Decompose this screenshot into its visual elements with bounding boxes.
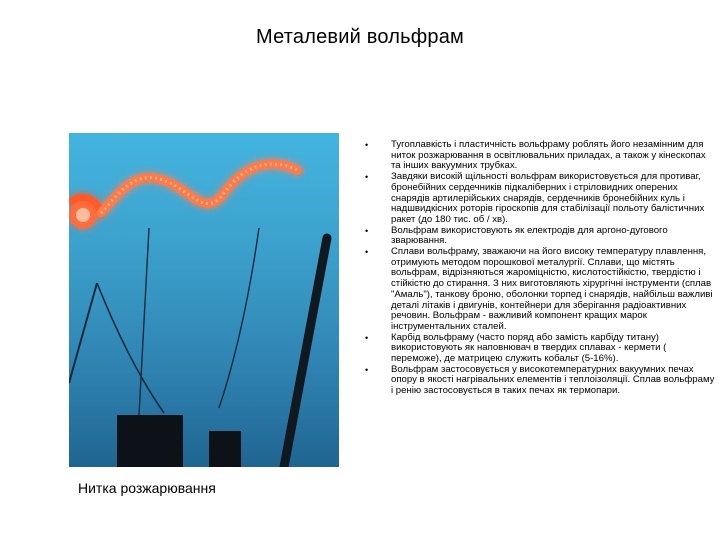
bullet-marker: • — [365, 364, 369, 375]
list-item — [363, 333, 715, 365]
list-item — [363, 247, 715, 333]
list-item-text: Карбід вольфраму (часто поряд або замість карбіду титану) використовують як наповнювач в твердих сплавах - кермети ( переможе), де матрицею служить кобальт (5-16%). — [391, 331, 667, 365]
list-item-text: Завдяки високій щільності вольфрам використовується для противаг, бронебійних сердечників підкаліберних і стріловидних оперених снарядів артилерійських снарядів, сердечників бронебійних куль і надшвидкісних роторів гіроскопів для стабілізації польоту балістичних ракет (до 180 тис. об / хв). — [391, 171, 705, 225]
list-item-text: Тугоплавкість і пластичність вольфраму роблять його незамінним для ниток розжарювання в освітлювальних приладах, а також у кінескопах та інших вакуумних трубках. — [391, 139, 706, 172]
list-item-text: Вольфрам застосовується у високотемпературних вакуумних печах опору в якості нагрівальних елементів і теплоізоляції. Сплав вольфраму і ренію застосовується в таких печах як термопари. — [391, 363, 715, 397]
bullet-marker: • — [365, 247, 369, 258]
bullet-marker: • — [365, 172, 369, 183]
bullet-marker: • — [365, 332, 369, 343]
filament-illustration — [69, 133, 339, 467]
list-item — [363, 365, 715, 397]
list-item — [363, 226, 715, 247]
bullet-marker: • — [365, 225, 369, 236]
slide-title: Металевий вольфрам — [256, 26, 464, 48]
bullet-marker: • — [365, 140, 369, 150]
filament-photo — [69, 133, 339, 467]
bullet-list — [363, 140, 715, 397]
photo-caption: Нитка розжарювання — [78, 480, 216, 496]
list-item — [363, 140, 715, 172]
list-item-text: Вольфрам використовують як електродів для аргоно-дугового зварювання. — [391, 224, 668, 247]
list-item — [363, 172, 715, 226]
list-item-text: Сплави вольфраму, зважаючи на його високу температуру плавлення, отримують методом порошкової металургії. Сплави, що містять вольфрам, відрізняються жароміцністю, кислотостійкістю, твердістю і стійкістю до стирання. З них виготовляють хірургічні інструменти (сплав "Амаль"), танкову броню, оболонки торпед і снарядів, найбільш важливі деталі літаків і двигунів, контейнери для зберігання радіоактивних речовин. Вольфрам - важливий компонент кращих марок інструментальних сталей. — [391, 246, 713, 332]
